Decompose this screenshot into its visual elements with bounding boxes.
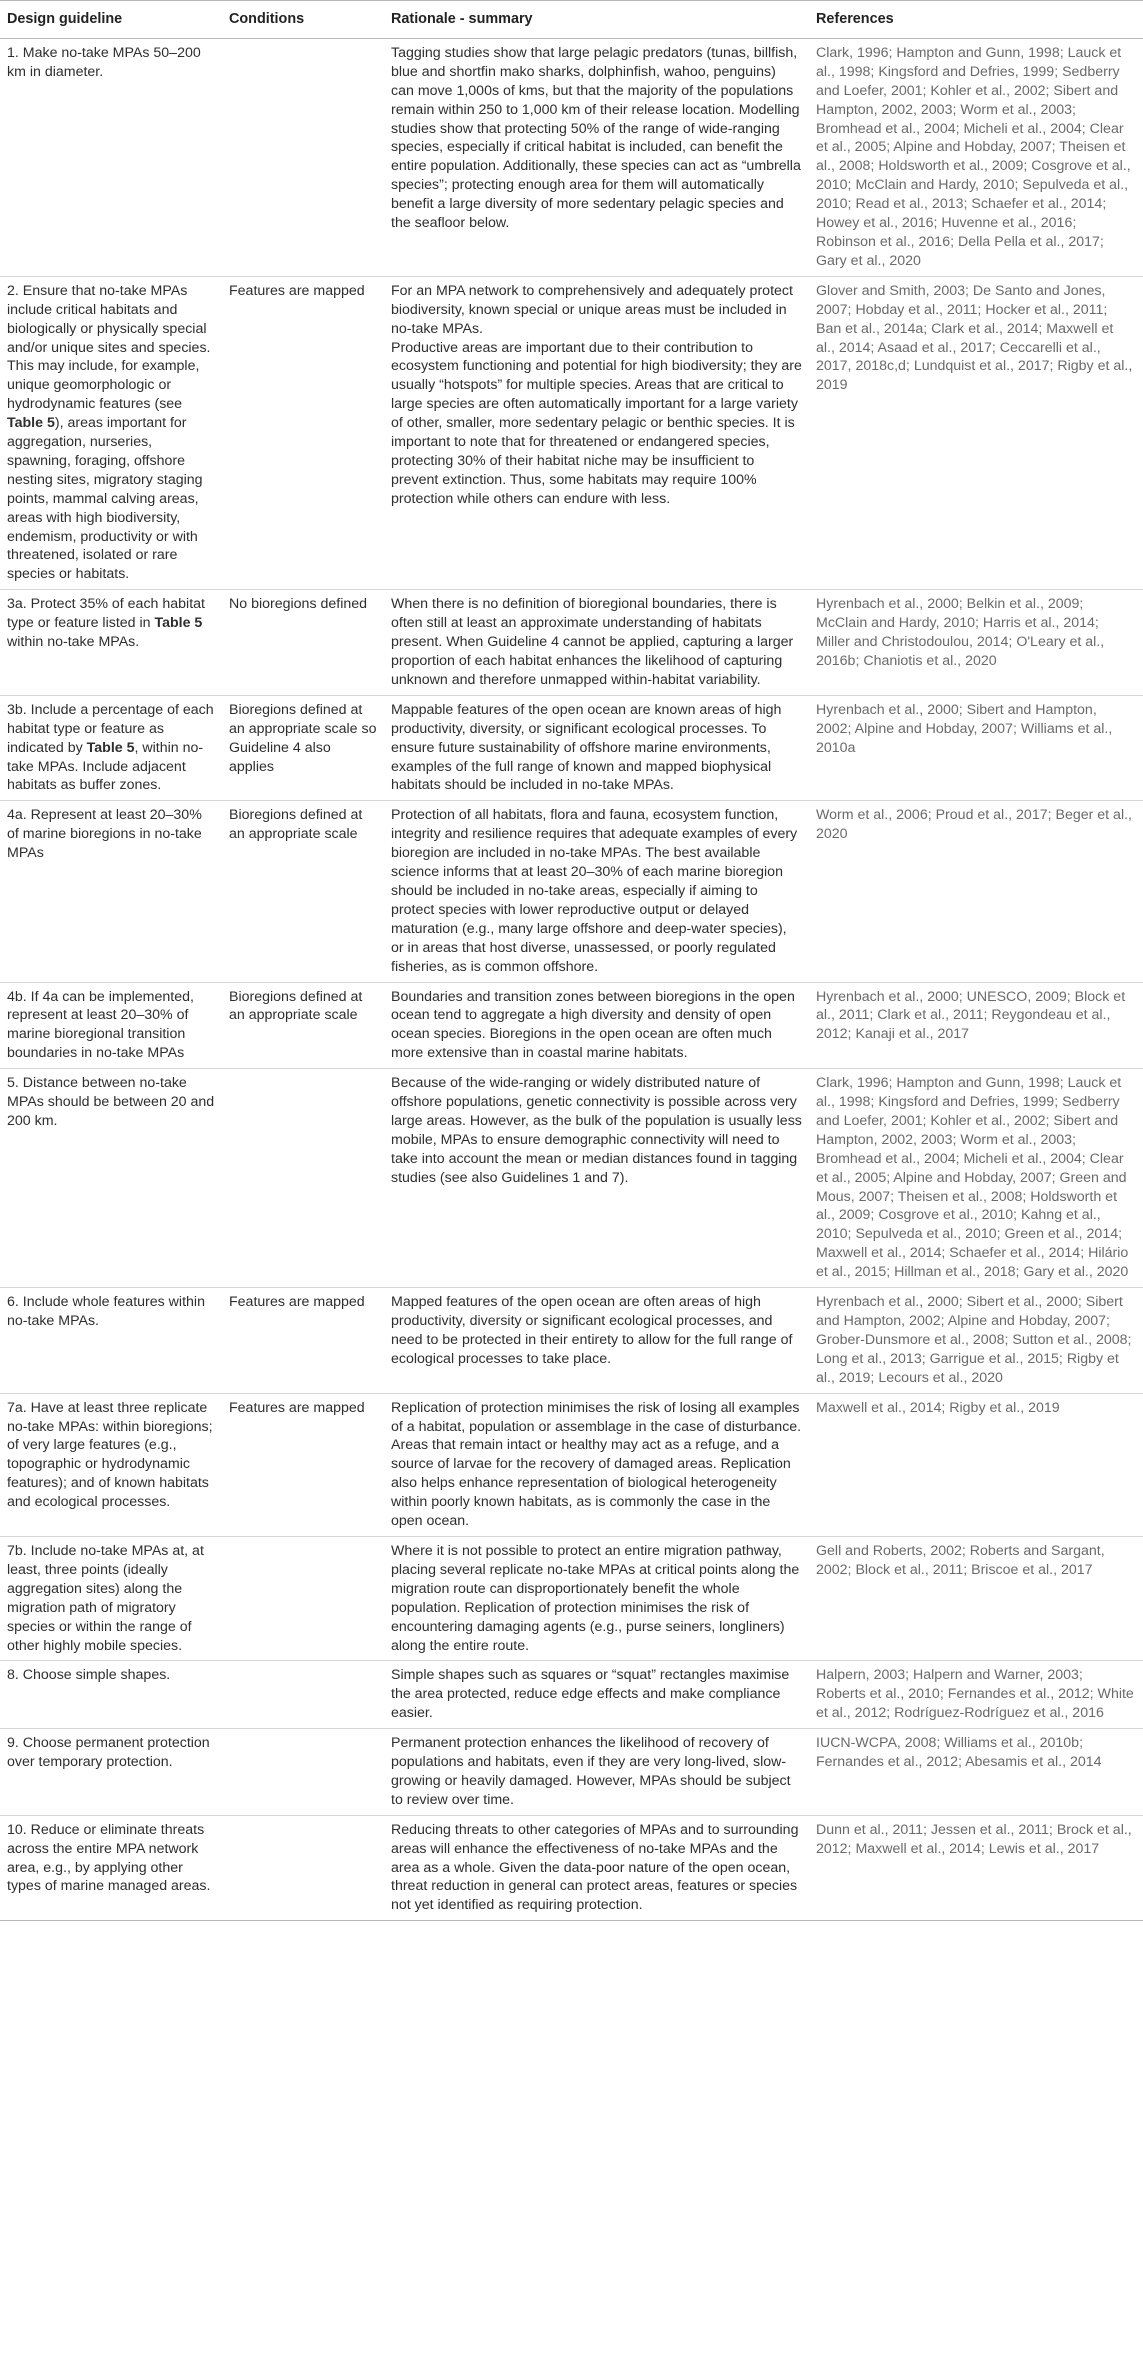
conditions-cell: Features are mapped <box>222 1288 384 1394</box>
references-cell: Maxwell et al., 2014; Rigby et al., 2019 <box>809 1393 1143 1536</box>
guideline-cell: 5. Distance between no-take MPAs should be between 20 and 200 km. <box>0 1069 222 1288</box>
guideline-cell: 4b. If 4a can be implemented, represent at least 20–30% of marine bioregional transition boundaries in no-take MPAs <box>0 982 222 1069</box>
conditions-cell <box>222 38 384 276</box>
guideline-cell: 4a. Represent at least 20–30% of marine bioregions in no-take MPAs <box>0 801 222 982</box>
conditions-cell: Features are mapped <box>222 276 384 590</box>
guideline-text: within no-take MPAs. <box>7 634 140 651</box>
references-cell: Worm et al., 2006; Proud et al., 2017; Beger et al., 2020 <box>809 801 1143 982</box>
table-row <box>0 38 1143 276</box>
references-cell: Halpern, 2003; Halpern and Warner, 2003; Roberts et al., 2010; Fernandes et al., 2012; White et al., 2012; Rodríguez-Rodríguez et al., 2016 <box>809 1661 1143 1729</box>
references-cell: Hyrenbach et al., 2000; UNESCO, 2009; Block et al., 2011; Clark et al., 2011; Reygondeau et al., 2012; Kanaji et al., 2017 <box>809 982 1143 1069</box>
references-cell: Hyrenbach et al., 2000; Belkin et al., 2009; McClain and Hardy, 2010; Harris et al., 2014; Miller and Christodoulou, 2014; O'Leary et al., 2016b; Chaniotis et al., 2020 <box>809 590 1143 696</box>
table-row <box>0 801 1143 982</box>
guideline-cell <box>0 590 222 696</box>
table-reference-link[interactable]: Table 5 <box>7 415 55 432</box>
references-cell: Gell and Roberts, 2002; Roberts and Sargant, 2002; Block et al., 2011; Briscoe et al., 2017 <box>809 1536 1143 1660</box>
table-row <box>0 1069 1143 1288</box>
conditions-cell <box>222 1729 384 1816</box>
header-references: References <box>809 1 1143 39</box>
references-cell: Clark, 1996; Hampton and Gunn, 1998; Lauck et al., 1998; Kingsford and Defries, 1999; Sedberry and Loefer, 2001; Kohler et al., 2002; Sibert and Hampton, 2002, 2003; Worm et al., 2003; Bromhead et al., 2004; Micheli et al., 2004; Clear et al., 2005; Alpine and Hobday, 2007; Green and Mous, 2007; Theisen et al., 2008; Holdsworth et al., 2009; Cosgrove et al., 2010; Kahng et al., 2010; Sepulveda et al., 2010; Green et al., 2014; Maxwell et al., 2014; Schaefer et al., 2014; Hilário et al., 2015; Hillman et al., 2018; Gary et al., 2020 <box>809 1069 1143 1288</box>
table-row <box>0 1393 1143 1536</box>
table-row <box>0 1661 1143 1729</box>
conditions-cell <box>222 1536 384 1660</box>
references-cell: Clark, 1996; Hampton and Gunn, 1998; Lauck et al., 1998; Kingsford and Defries, 1999; Sedberry and Loefer, 2001; Kohler et al., 2002; Sibert and Hampton, 2002, 2003; Worm et al., 2003; Bromhead et al., 2004; Micheli et al., 2004; Clear et al., 2005; Alpine and Hobday, 2007; Theisen et al., 2008; Holdsworth et al., 2009; Cosgrove et al., 2010; McClain and Hardy, 2010; Sepulveda et al., 2010; Read et al., 2013; Schaefer et al., 2014; Howey et al., 2016; Huvenne et al., 2016; Robinson et al., 2016; Della Pella et al., 2017; Gary et al., 2020 <box>809 38 1143 276</box>
guideline-cell <box>0 276 222 590</box>
header-conditions: Conditions <box>222 1 384 39</box>
rationale-cell: Where it is not possible to protect an entire migration pathway, placing several replicate no-take MPAs at critical points along the migration route can disproportionately benefit the whole population. Replication of protection minimises the risk of encountering damaging agents (e.g., purse seiners, longliners) along the entire route. <box>384 1536 809 1660</box>
rationale-cell: For an MPA network to comprehensively and adequately protect biodiversity, known special or unique areas must be included in no-take MPAs. Productive areas are important due to their contribution to ecosystem functioning and potential for high biodiversity; they are usually “hotspots” for multiple species. Areas that are critical to large species are often automatically important for a large variety of other, smaller, more sedentary pelagic or benthic species. It is important to note that for threatened or endangered species, protecting 30% of their habitat niche may be insufficient to prevent extinction. Thus, some habitats may require 100% protection while others can endure with less. <box>384 276 809 590</box>
guideline-cell: 10. Reduce or eliminate threats across the entire MPA network area, e.g., by applying other types of marine managed areas. <box>0 1815 222 1921</box>
guideline-cell: 7b. Include no-take MPAs at, at least, three points (ideally aggregation sites) along the migration path of migratory species or within the range of other highly mobile species. <box>0 1536 222 1660</box>
guideline-cell <box>0 695 222 801</box>
references-cell: Hyrenbach et al., 2000; Sibert and Hampton, 2002; Alpine and Hobday, 2007; Williams et al., 2010a <box>809 695 1143 801</box>
references-cell: IUCN-WCPA, 2008; Williams et al., 2010b; Fernandes et al., 2012; Abesamis et al., 2014 <box>809 1729 1143 1816</box>
table-row <box>0 1536 1143 1660</box>
rationale-cell: Replication of protection minimises the risk of losing all examples of a habitat, population or assemblage in the case of disturbance. Areas that remain intact or healthy may act as a refuge, and a source of larvae for the recovery of damaged areas. Replication also helps enhance representation of biological heterogeneity within poorly known habitats, as is commonly the case in the open ocean. <box>384 1393 809 1536</box>
rationale-cell: Simple shapes such as squares or “squat” rectangles maximise the area protected, reduce edge effects and make compliance easier. <box>384 1661 809 1729</box>
table-row <box>0 1288 1143 1394</box>
conditions-cell: Bioregions defined at an appropriate scale <box>222 801 384 982</box>
table-row <box>0 1729 1143 1816</box>
rationale-cell: When there is no definition of bioregional boundaries, there is often still at least an approximate understanding of habitats present. When Guideline 4 cannot be applied, capturing a larger proportion of each habitat enhances the likelihood of capturing unknown and therefore unmapped within-habitat variability. <box>384 590 809 696</box>
rationale-cell: Mapped features of the open ocean are often areas of high productivity, diversity or significant ecological processes, and need to be protected in their entirety to allow for the full range of ecological processes to take place. <box>384 1288 809 1394</box>
table-reference-link[interactable]: Table 5 <box>154 615 203 632</box>
guideline-cell: 6. Include whole features within no-take MPAs. <box>0 1288 222 1394</box>
guideline-text: ), areas important for aggregation, nurseries, spawning, foraging, offshore nesting sites, migratory staging points, mammal calving areas, areas with high biodiversity, endemism, productivity or with threatened, isolated or rare species or habitats. <box>7 415 203 583</box>
guideline-text: 3b. Include a percentage of each habitat type or feature as indicated by <box>7 701 214 756</box>
rationale-cell: Protection of all habitats, flora and fauna, ecosystem function, integrity and resilience requires that adequate examples of every bioregion are included in no-take MPAs. The best available science informs that at least 20–30% of each marine bioregion should be included in no-take areas, especially if aiming to protect species with lower reproductive output or delayed maturation (e.g., many large offshore and deep-water species), or in areas that host diverse, unassessed, or poorly regulated fisheries, as is common offshore. <box>384 801 809 982</box>
conditions-cell <box>222 1069 384 1288</box>
header-rationale: Rationale - summary <box>384 1 809 39</box>
conditions-cell: Bioregions defined at an appropriate scale <box>222 982 384 1069</box>
guideline-cell: 7a. Have at least three replicate no-take MPAs: within bioregions; of very large features (e.g., topographic or hydrodynamic features); and of known habitats and ecological processes. <box>0 1393 222 1536</box>
conditions-cell: Features are mapped <box>222 1393 384 1536</box>
guideline-cell: 9. Choose permanent protection over temporary protection. <box>0 1729 222 1816</box>
rationale-cell: Reducing threats to other categories of MPAs and to surrounding areas will enhance the effectiveness of no-take MPAs and the area as a whole. Given the data-poor nature of the open ocean, threat reduction in general can protect areas, features or species not yet identified as requiring protection. <box>384 1815 809 1921</box>
table-row <box>0 695 1143 801</box>
references-cell: Dunn et al., 2011; Jessen et al., 2011; Brock et al., 2012; Maxwell et al., 2014; Lewis et al., 2017 <box>809 1815 1143 1921</box>
guideline-text: , within no-take MPAs. Include adjacent habitats as buffer zones. <box>7 739 204 794</box>
rationale-cell: Permanent protection enhances the likelihood of recovery of populations and habitats, even if they are very long-lived, slow-growing or heavily damaged. However, MPAs should be subject to review over time. <box>384 1729 809 1816</box>
references-cell: Glover and Smith, 2003; De Santo and Jones, 2007; Hobday et al., 2011; Hocker et al., 2011; Ban et al., 2014a; Clark et al., 2014; Maxwell et al., 2014; Asaad et al., 2017; Ceccarelli et al., 2017, 2018c,d; Lundquist et al., 2017; Rigby et al., 2019 <box>809 276 1143 590</box>
table-body <box>0 38 1143 1920</box>
conditions-cell <box>222 1661 384 1729</box>
guideline-text: 3a. Protect 35% of each habitat type or feature listed in <box>7 596 205 632</box>
rationale-cell: Tagging studies show that large pelagic predators (tunas, billfish, blue and shortfin mako sharks, dolphinfish, wahoo, penguins) can move 1,000s of kms, but that the majority of the populations remain within 250 to 1,000 km of their release location. Modelling studies show that protecting 50% of the range of wide-ranging species, especially if critical habitat is included, can benefit the entire population. Additionally, these species can act as “umbrella species”; protecting enough area for them will automatically benefit a large diversity of more sedentary pelagic species and the seafloor below. <box>384 38 809 276</box>
guideline-cell: 1. Make no-take MPAs 50–200 km in diameter. <box>0 38 222 276</box>
table-row <box>0 590 1143 696</box>
conditions-cell: No bioregions defined <box>222 590 384 696</box>
references-cell: Hyrenbach et al., 2000; Sibert et al., 2000; Sibert and Hampton, 2002; Alpine and Hobday, 2007; Grober-Dunsmore et al., 2008; Sutton et al., 2008; Long et al., 2013; Garrigue et al., 2015; Rigby et al., 2019; Lecours et al., 2020 <box>809 1288 1143 1394</box>
header-row <box>0 1 1143 39</box>
table-row <box>0 982 1143 1069</box>
rationale-cell: Because of the wide-ranging or widely distributed nature of offshore populations, genetic connectivity is possible across very large areas. However, as the bulk of the population is usually less mobile, MPAs to ensure demographic connectivity will need to take into account the mean or median distances found in tagging studies (see also Guidelines 1 and 7). <box>384 1069 809 1288</box>
table-reference-link[interactable]: Table 5 <box>86 739 135 756</box>
guideline-cell: 8. Choose simple shapes. <box>0 1661 222 1729</box>
header-design-guideline: Design guideline <box>0 1 222 39</box>
table-header <box>0 1 1143 39</box>
guideline-text: 2. Ensure that no-take MPAs include critical habitats and biologically or physically special and/or unique sites and species. This may include, for example, unique geomorphologic or hydrodynamic features (see <box>7 282 211 413</box>
conditions-cell <box>222 1815 384 1921</box>
table-row <box>0 276 1143 590</box>
table-row <box>0 1815 1143 1921</box>
rationale-cell: Boundaries and transition zones between bioregions in the open ocean tend to aggregate a high diversity and density of open ocean species. Bioregions in the open ocean are often much more extensive than in coastal marine habitats. <box>384 982 809 1069</box>
rationale-cell: Mappable features of the open ocean are known areas of high productivity, diversity, or significant ecological processes. To ensure future sustainability of offshore marine environments, examples of the full range of known and mapped biophysical habitats should be included in no-take MPAs. <box>384 695 809 801</box>
conditions-cell: Bioregions defined at an appropriate scale so Guideline 4 also applies <box>222 695 384 801</box>
